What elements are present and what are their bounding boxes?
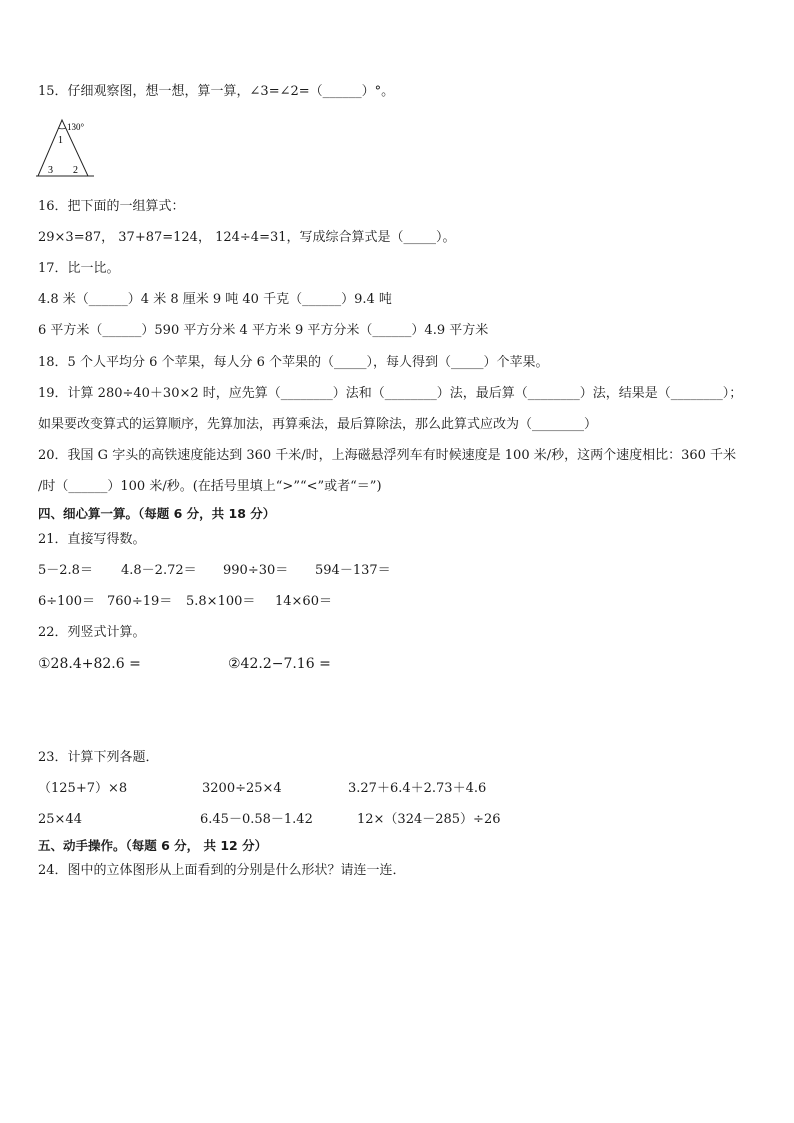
q16-exprs: 29×3=87， 37+87=124， 124÷4=31，写成综合算式是（_____）。 [38, 230, 456, 245]
q17-text: 17．比一比。 [38, 261, 120, 276]
q21-item: 594－137＝ [315, 563, 391, 578]
q21-item: 990÷30＝ [223, 563, 289, 578]
q15-text: 15．仔细观察图，想一想，算一算，∠3=∠2=（______）°。 [38, 84, 395, 99]
q21-item: 5－2.8＝ [38, 563, 93, 578]
q23-item: （125+7）×8 [38, 781, 128, 796]
angle-1-label: 1 [58, 135, 63, 146]
q24-text: 24．图中的立体图形从上面看到的分别是什么形状？请连一连． [38, 863, 406, 878]
q19-cont: 如果要改变算式的运算顺序，先算加法，再算乘法，最后算除法，那么此算式应改为（________） [38, 417, 598, 432]
section-5-title: 五、动手操作。（每题 6 分， 共 12 分） [38, 838, 268, 853]
q23-text: 23．计算下列各题． [38, 750, 159, 765]
q21-item: 5.8×100＝ [186, 594, 256, 609]
q22-item: ①28.4+82.6 = [38, 656, 141, 672]
section-4-title: 四、细心算一算。（每题 6 分，共 18 分） [38, 506, 276, 521]
q23-item: 3200÷25×4 [202, 781, 282, 796]
angle-130-label: 130° [67, 122, 85, 132]
q21-item: 6÷100＝ [38, 594, 95, 609]
q21-item: 14×60＝ [275, 594, 332, 609]
q21-text: 21．直接写得数。 [38, 532, 146, 547]
q23-item: 6.45－0.58－1.42 [200, 812, 313, 827]
q17-row1: 4.8 米（______）4 米 8 厘米 9 吨 40 千克（______）9.4 吨 [38, 292, 392, 307]
q17-row2: 6 平方米（______）590 平方分米 4 平方米 9 平方分米（______）4.9 平方米 [38, 323, 489, 338]
q23-item: 25×44 [38, 812, 82, 827]
q22-text: 22．列竖式计算。 [38, 625, 146, 640]
triangle-figure [36, 118, 96, 180]
q18-text: 18．5 个人平均分 6 个苹果，每人分 6 个苹果的（_____），每人得到（_____）个苹果。 [38, 355, 549, 370]
q21-item: 4.8－2.72＝ [121, 563, 197, 578]
q23-item: 3.27＋6.4＋2.73＋4.6 [348, 781, 487, 796]
q21-item: 760÷19＝ [107, 594, 173, 609]
q23-item: 12×（324－285）÷26 [357, 812, 501, 827]
q16-text: 16．把下面的一组算式： [38, 199, 185, 214]
q22-item: ②42.2−7.16 = [228, 656, 331, 672]
angle-2-label: 2 [73, 165, 78, 176]
q20-cont: /时（______）100 米/秒。(在括号里填上“>”“<”或者“＝”) [38, 479, 382, 494]
q20-text: 20．我国 G 字头的高铁速度能达到 360 千米/时，上海磁悬浮列车有时候速度是 100 米/秒，这两个速度相比：360 千米 [38, 448, 737, 463]
q19-text: 19．计算 280÷40＋30×2 时，应先算（________）法和（________）法，最后算（________）法，结果是（________）； [38, 386, 743, 401]
angle-3-label: 3 [48, 165, 53, 176]
